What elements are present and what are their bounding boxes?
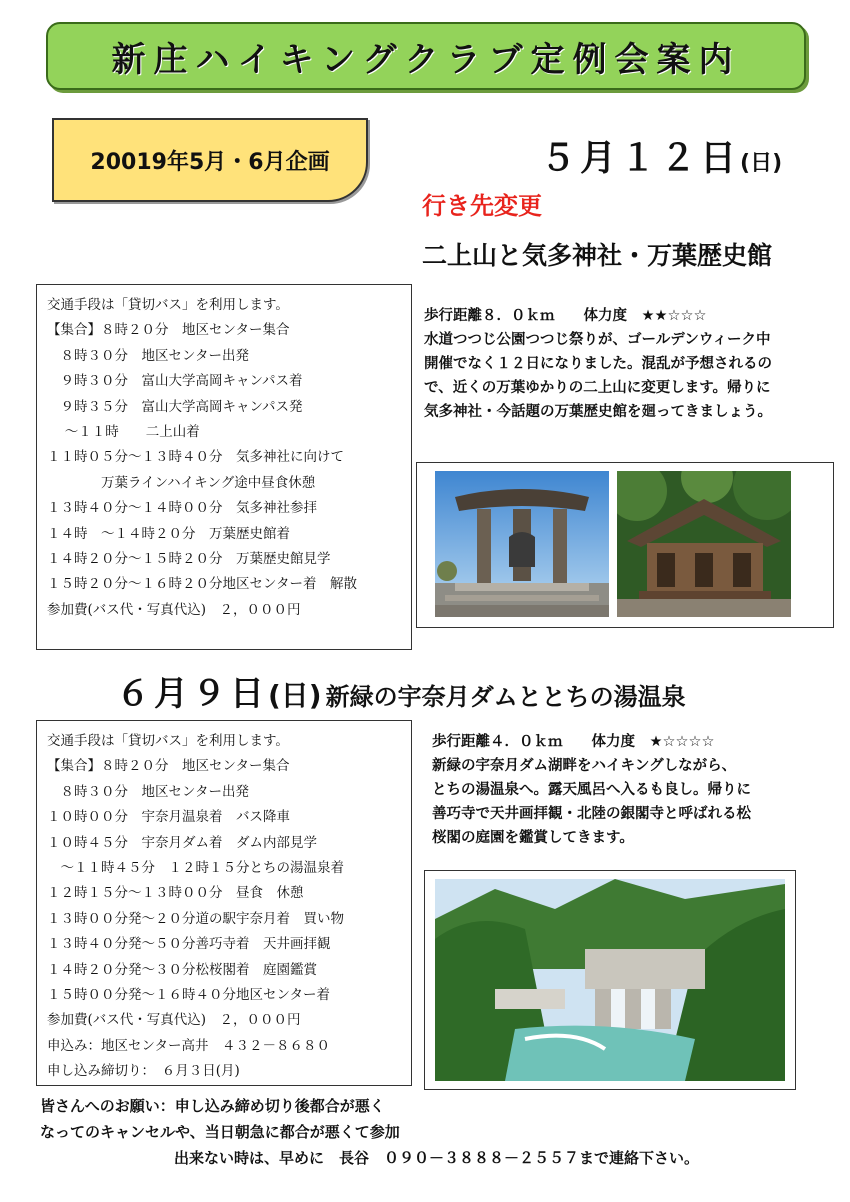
schedule-line: ９時３５分 富山大学高岡キャンパス発 (47, 398, 303, 415)
june-photo-frame (424, 870, 796, 1090)
schedule-line: 【集合】８時２０分 地区センター集合 (47, 322, 290, 339)
june-destination: 新緑の宇奈月ダムととちの湯温泉 (325, 683, 686, 711)
schedule-line: １２時１５分～１３時００分 昼食 休憩 (47, 885, 304, 902)
may-photo-frame (416, 462, 834, 628)
schedule-line: 万葉ラインハイキング途中昼食休憩 (47, 474, 316, 491)
may-description (424, 304, 834, 424)
description-line: とちの湯温泉へ。露天風呂へ入るも良し。帰りに (432, 782, 751, 798)
dam-photo (435, 879, 785, 1081)
shrine-photo (617, 471, 791, 617)
period-tag-label: 20019年5月・6月企画 (90, 149, 330, 175)
schedule-line: １０時００分 宇奈月温泉着 バス降車 (47, 809, 290, 826)
may-date (540, 130, 782, 181)
header-banner (46, 22, 806, 90)
schedule-line: 申込み：地区センター高井 ４３２－８６８０ (47, 1037, 330, 1054)
schedule-line: １３時４０分発～５０分善巧寺着 天井画拝観 (47, 936, 331, 953)
description-line: 水道つつじ公園つつじ祭りが、ゴールデンウィーク中 (424, 332, 771, 348)
schedule-line: 申し込み締切り： ６月３日(月) (47, 1063, 240, 1080)
may-weekday: (日) (740, 151, 783, 176)
june-weekday: (日) (268, 679, 322, 712)
footer-contact: 出来ない時は、早めに 長谷 ０９０－３８８８－２５５７まで連絡下さい。 (174, 1149, 700, 1167)
june-date: ６月９日 (116, 674, 268, 714)
schedule-line: 交通手段は「貸切バス」を利用します。 (47, 297, 289, 313)
june-heading (116, 666, 686, 715)
footer-line-1: 皆さんへのお願い：申し込み締め切り後都合が悪く (40, 1097, 385, 1115)
schedule-line: １４時 ～１４時２０分 万葉歴史館着 (47, 525, 290, 542)
schedule-line: 参加費(バス代・写真代込) ２，０００円 (47, 1012, 301, 1029)
june-description (432, 730, 832, 850)
schedule-line: ～１１時 二上山着 (47, 424, 200, 441)
schedule-line: 交通手段は「貸切バス」を利用します。 (47, 733, 289, 749)
may-date-text: ５月１２日 (540, 138, 741, 179)
schedule-line: 【集合】８時２０分 地区センター集合 (47, 758, 290, 775)
description-line: 桜閣の庭園を鑑賞してきます。 (432, 830, 634, 846)
schedule-line: １１時０５分～１３時４０分 気多神社に向けて (47, 449, 344, 466)
description-line: 善巧寺で天井画拝観・北陸の銀閣寺と呼ばれる松 (432, 806, 751, 822)
bell-monument-photo (435, 471, 609, 617)
description-line: 歩行距離８．０ｋｍ 体力度 ★★☆☆☆ (424, 308, 707, 324)
schedule-line: １０時４５分 宇奈月ダム着 ダム内部見学 (47, 834, 317, 851)
schedule-line: １３時４０分～１４時００分 気多神社参拝 (47, 500, 317, 517)
description-line: 新緑の宇奈月ダム湖畔をハイキングしながら、 (432, 758, 737, 774)
page-title: 新庄ハイキングクラブ定例会案内 (111, 39, 741, 80)
may-schedule-box (36, 284, 412, 650)
may-destination: 二上山と気多神社・万葉歴史館 (422, 241, 773, 270)
schedule-line: ８時３０分 地区センター出発 (47, 783, 249, 800)
schedule-line: １４時２０分発～３０分松桜閣着 庭園鑑賞 (47, 961, 317, 978)
change-notice: 行き先変更 (422, 192, 542, 220)
schedule-line: １４時２０分～１５時２０分 万葉歴史館見学 (47, 551, 331, 568)
schedule-line: １３時００分発～２０分道の駅宇奈月着 買い物 (47, 910, 344, 927)
schedule-line: ８時３０分 地区センター出発 (47, 347, 249, 364)
schedule-line: ９時３０分 富山大学高岡キャンパス着 (47, 373, 303, 390)
description-line: 歩行距離４．０ｋｍ 体力度 ★☆☆☆☆ (432, 734, 715, 750)
june-schedule-box (36, 720, 412, 1086)
schedule-line: ～１１時４５分 １２時１５分とちの湯温泉着 (47, 860, 344, 877)
schedule-line: 参加費(バス代・写真代込) ２，０００円 (47, 601, 301, 618)
description-line: 開催でなく１２日になりました。混乱が予想されるの (424, 356, 772, 372)
schedule-line: １５時００分発～１６時４０分地区センター着 (47, 987, 330, 1004)
description-line: 気多神社・今話題の万葉歴史館を廻ってきましょう。 (424, 404, 772, 420)
schedule-line: １５時２０分～１６時２０分地区センター着 解散 (47, 576, 357, 593)
description-line: で、近くの万葉ゆかりの二上山に変更します。帰りに (424, 380, 771, 396)
footer-line-2: なってのキャンセルや、当日朝急に都合が悪くて参加 (40, 1123, 400, 1141)
period-tag (52, 118, 368, 202)
